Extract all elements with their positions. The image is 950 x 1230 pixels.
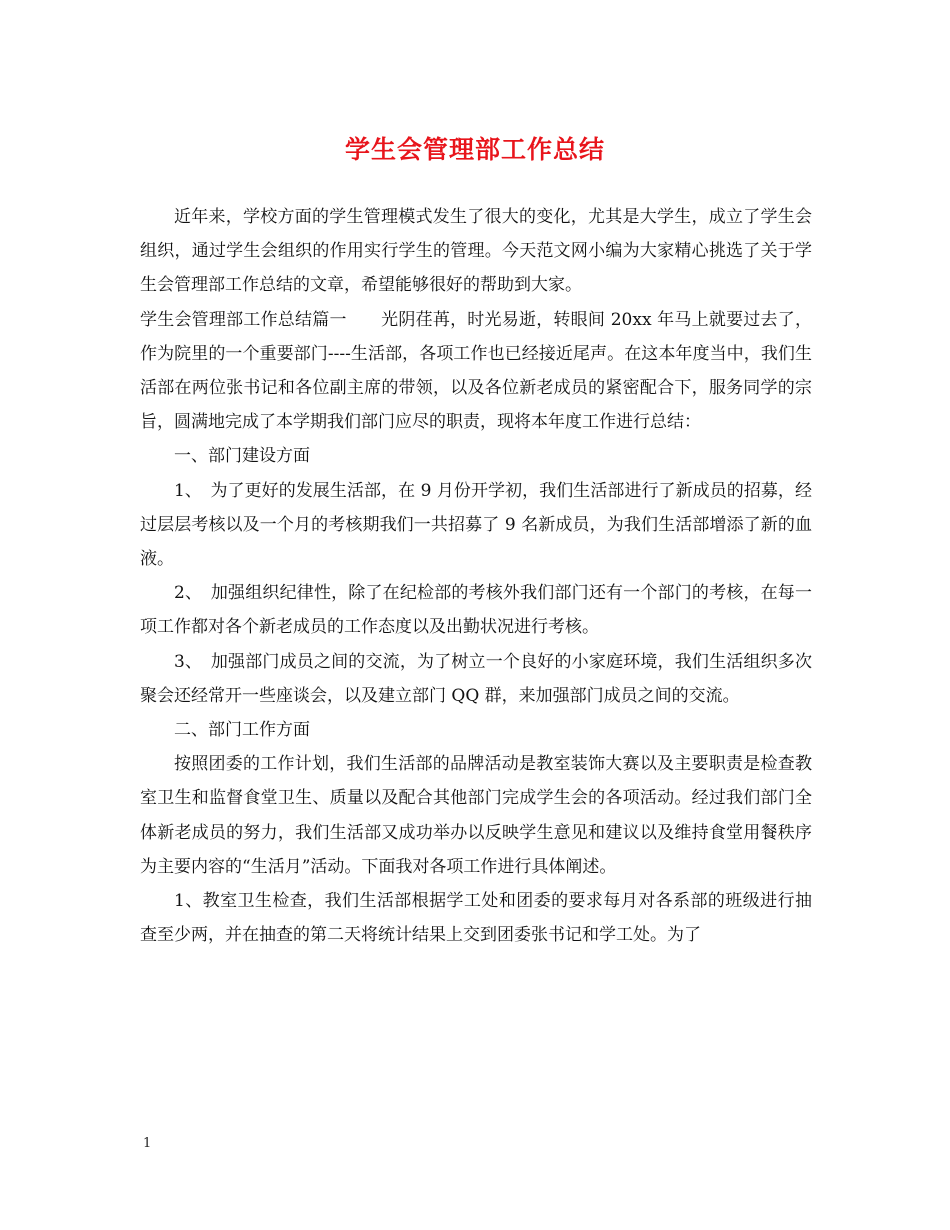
page-number: 1 — [143, 1136, 152, 1151]
section-heading-department-building: 一、部门建设方面 — [174, 446, 310, 467]
document-title: 学生会管理部工作总结 — [344, 135, 605, 164]
list-item-recruitment: 1、 为了更好的发展生活部，在 9 月份开学初，我们生活部进行了新成员的招募，经过层层考核以及一个月的考核期我们一共招募了 9 名新成员，为我们生活部增添了新的血液。 — [140, 480, 812, 570]
list-item-discipline: 2、 加强组织纪律性，除了在纪检部的考核外我们部门还有一个部门的考核，在每一项工作都对各个新老成员的工作态度以及出勤状况进行考核。 — [140, 583, 812, 638]
document-body — [140, 200, 812, 952]
paragraph-part-one: 学生会管理部工作总结篇一 光阴荏苒，时光易逝，转眼间 20xx 年马上就要过去了，作为院里的一个重要部门----生活部，各项工作也已经接近尾声。在这本年度当中，我们生活部在两位张书记和各位副主席的带领，以及各位新老成员的紧密配合下，服务同学的宗旨，圆满地完成了本学期我们部门应尽的职责，现将本年度工作进行总结： — [140, 309, 812, 433]
list-item-communication: 3、 加强部门成员之间的交流，为了树立一个良好的小家庭环境，我们生活组织多次聚会还经常开一些座谈会，以及建立部门 QQ 群，来加强部门成员之间的交流。 — [140, 651, 812, 706]
paragraph-work-plan: 按照团委的工作计划，我们生活部的品牌活动是教室装饰大赛以及主要职责是检查教室卫生和监督食堂卫生、质量以及配合其他部门完成学生会的各项活动。经过我们部门全体新老成员的努力，我们生活部又成功举办以反映学生意见和建议以及维持食堂用餐秩序为主要内容的“生活月”活动。下面我对各项工作进行具体阐述。 — [140, 754, 812, 877]
list-item-classroom-inspection: 1、教室卫生检查，我们生活部根据学工处和团委的要求每月对各系部的班级进行抽查至少两，并在抽查的第二天将统计结果上交到团委张书记和学工处。为了 — [140, 891, 812, 946]
section-heading-department-work: 二、部门工作方面 — [174, 720, 310, 741]
paragraph-intro: 近年来，学校方面的学生管理模式发生了很大的变化，尤其是大学生，成立了学生会组织，通过学生会组织的作用实行学生的管理。今天范文网小编为大家精心挑选了关于学生会管理部工作总结的文章，希望能够很好的帮助到大家。 — [140, 207, 812, 296]
